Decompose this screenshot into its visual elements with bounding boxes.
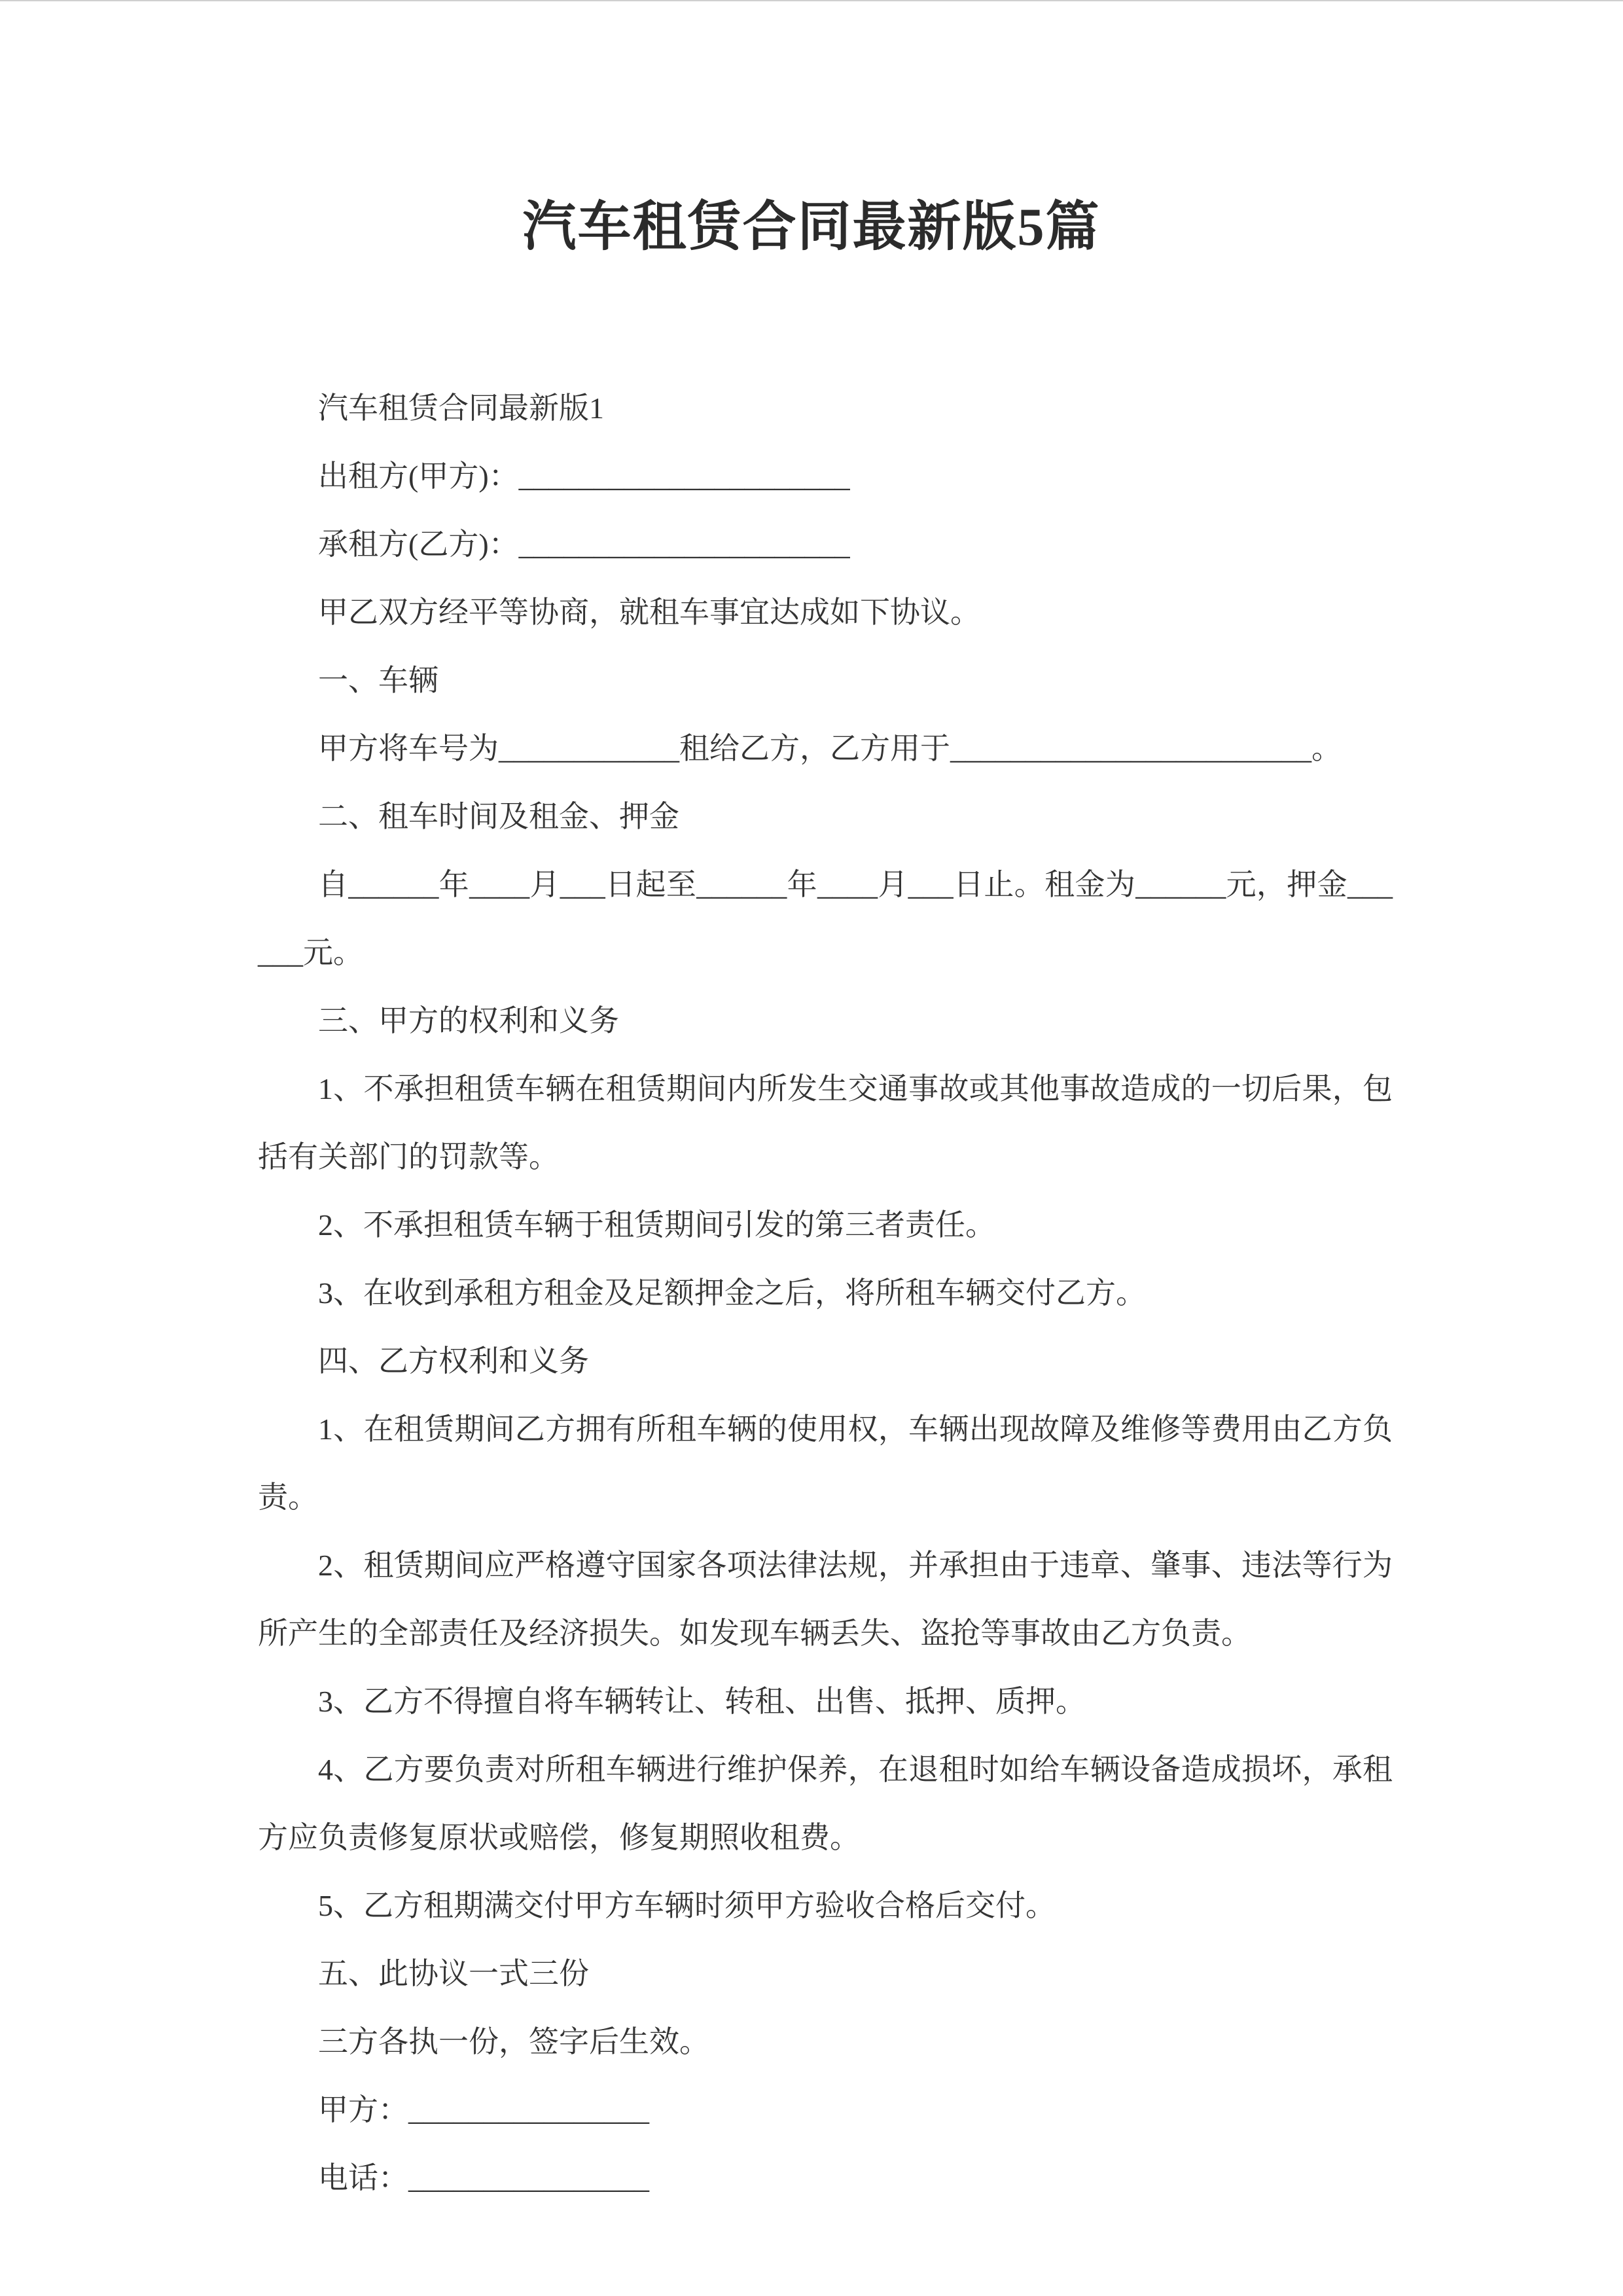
document-body	[0, 374, 1623, 2212]
paragraph: 5、乙方租期满交付甲方车辆时须甲方验收合格后交付。	[318, 1889, 1056, 1923]
paragraph: 一、车辆	[318, 664, 438, 698]
paragraph: 1、不承担租赁车辆在租赁期间内所发生交通事故或其他事故造成的一切后果，包括有关部门的罚款等。	[258, 1072, 1393, 1174]
paragraph: 五、此协议一式三份	[318, 1957, 589, 1991]
paragraph: 甲乙双方经平等协商，就租车事宜达成如下协议。	[318, 596, 980, 630]
paragraph: 1、在租赁期间乙方拥有所租车辆的使用权，车辆出现故障及维修等费用由乙方负责。	[258, 1412, 1393, 1515]
paragraph: 3、乙方不得擅自将车辆转让、转租、出售、抵押、质押。	[318, 1685, 1086, 1719]
paragraph: 三方各执一份，签字后生效。	[318, 2025, 709, 2059]
paragraph: 2、租赁期间应严格遵守国家各项法律法规，并承担由于违章、肇事、违法等行为所产生的全部责任及经济损失。如发现车辆丢失、盗抢等事故由乙方负责。	[258, 1549, 1393, 1651]
paragraph: 出租方(甲方)：______________________	[318, 459, 850, 493]
paragraph: 自______年____月___日起至______年____月___日止。租金为______元，押金______元。	[258, 868, 1393, 970]
paragraph: 电话：________________	[318, 2161, 649, 2195]
paragraph: 四、乙方权利和义务	[318, 1344, 589, 1378]
paragraph: 三、甲方的权利和义务	[318, 1004, 619, 1038]
paragraph: 甲方：________________	[318, 2093, 649, 2127]
paragraph: 承租方(乙方)：______________________	[318, 528, 850, 562]
paragraph: 甲方将车号为____________租给乙方，乙方用于________________________。	[318, 732, 1342, 766]
paragraph: 3、在收到承租方租金及足额押金之后，将所租车辆交付乙方。	[318, 1276, 1146, 1310]
paragraph: 二、租车时间及租金、押金	[318, 800, 679, 834]
paragraph: 2、不承担租赁车辆于租赁期间引发的第三者责任。	[318, 1208, 995, 1242]
paragraph: 汽车租赁合同最新版1	[318, 391, 604, 425]
document-title: 汽车租赁合同最新版5篇	[522, 197, 1101, 257]
paragraph: 4、乙方要负责对所租车辆进行维护保养，在退租时如给车辆设备造成损坏，承租方应负责修复原状或赔偿，修复期照收租费。	[258, 1753, 1393, 1855]
